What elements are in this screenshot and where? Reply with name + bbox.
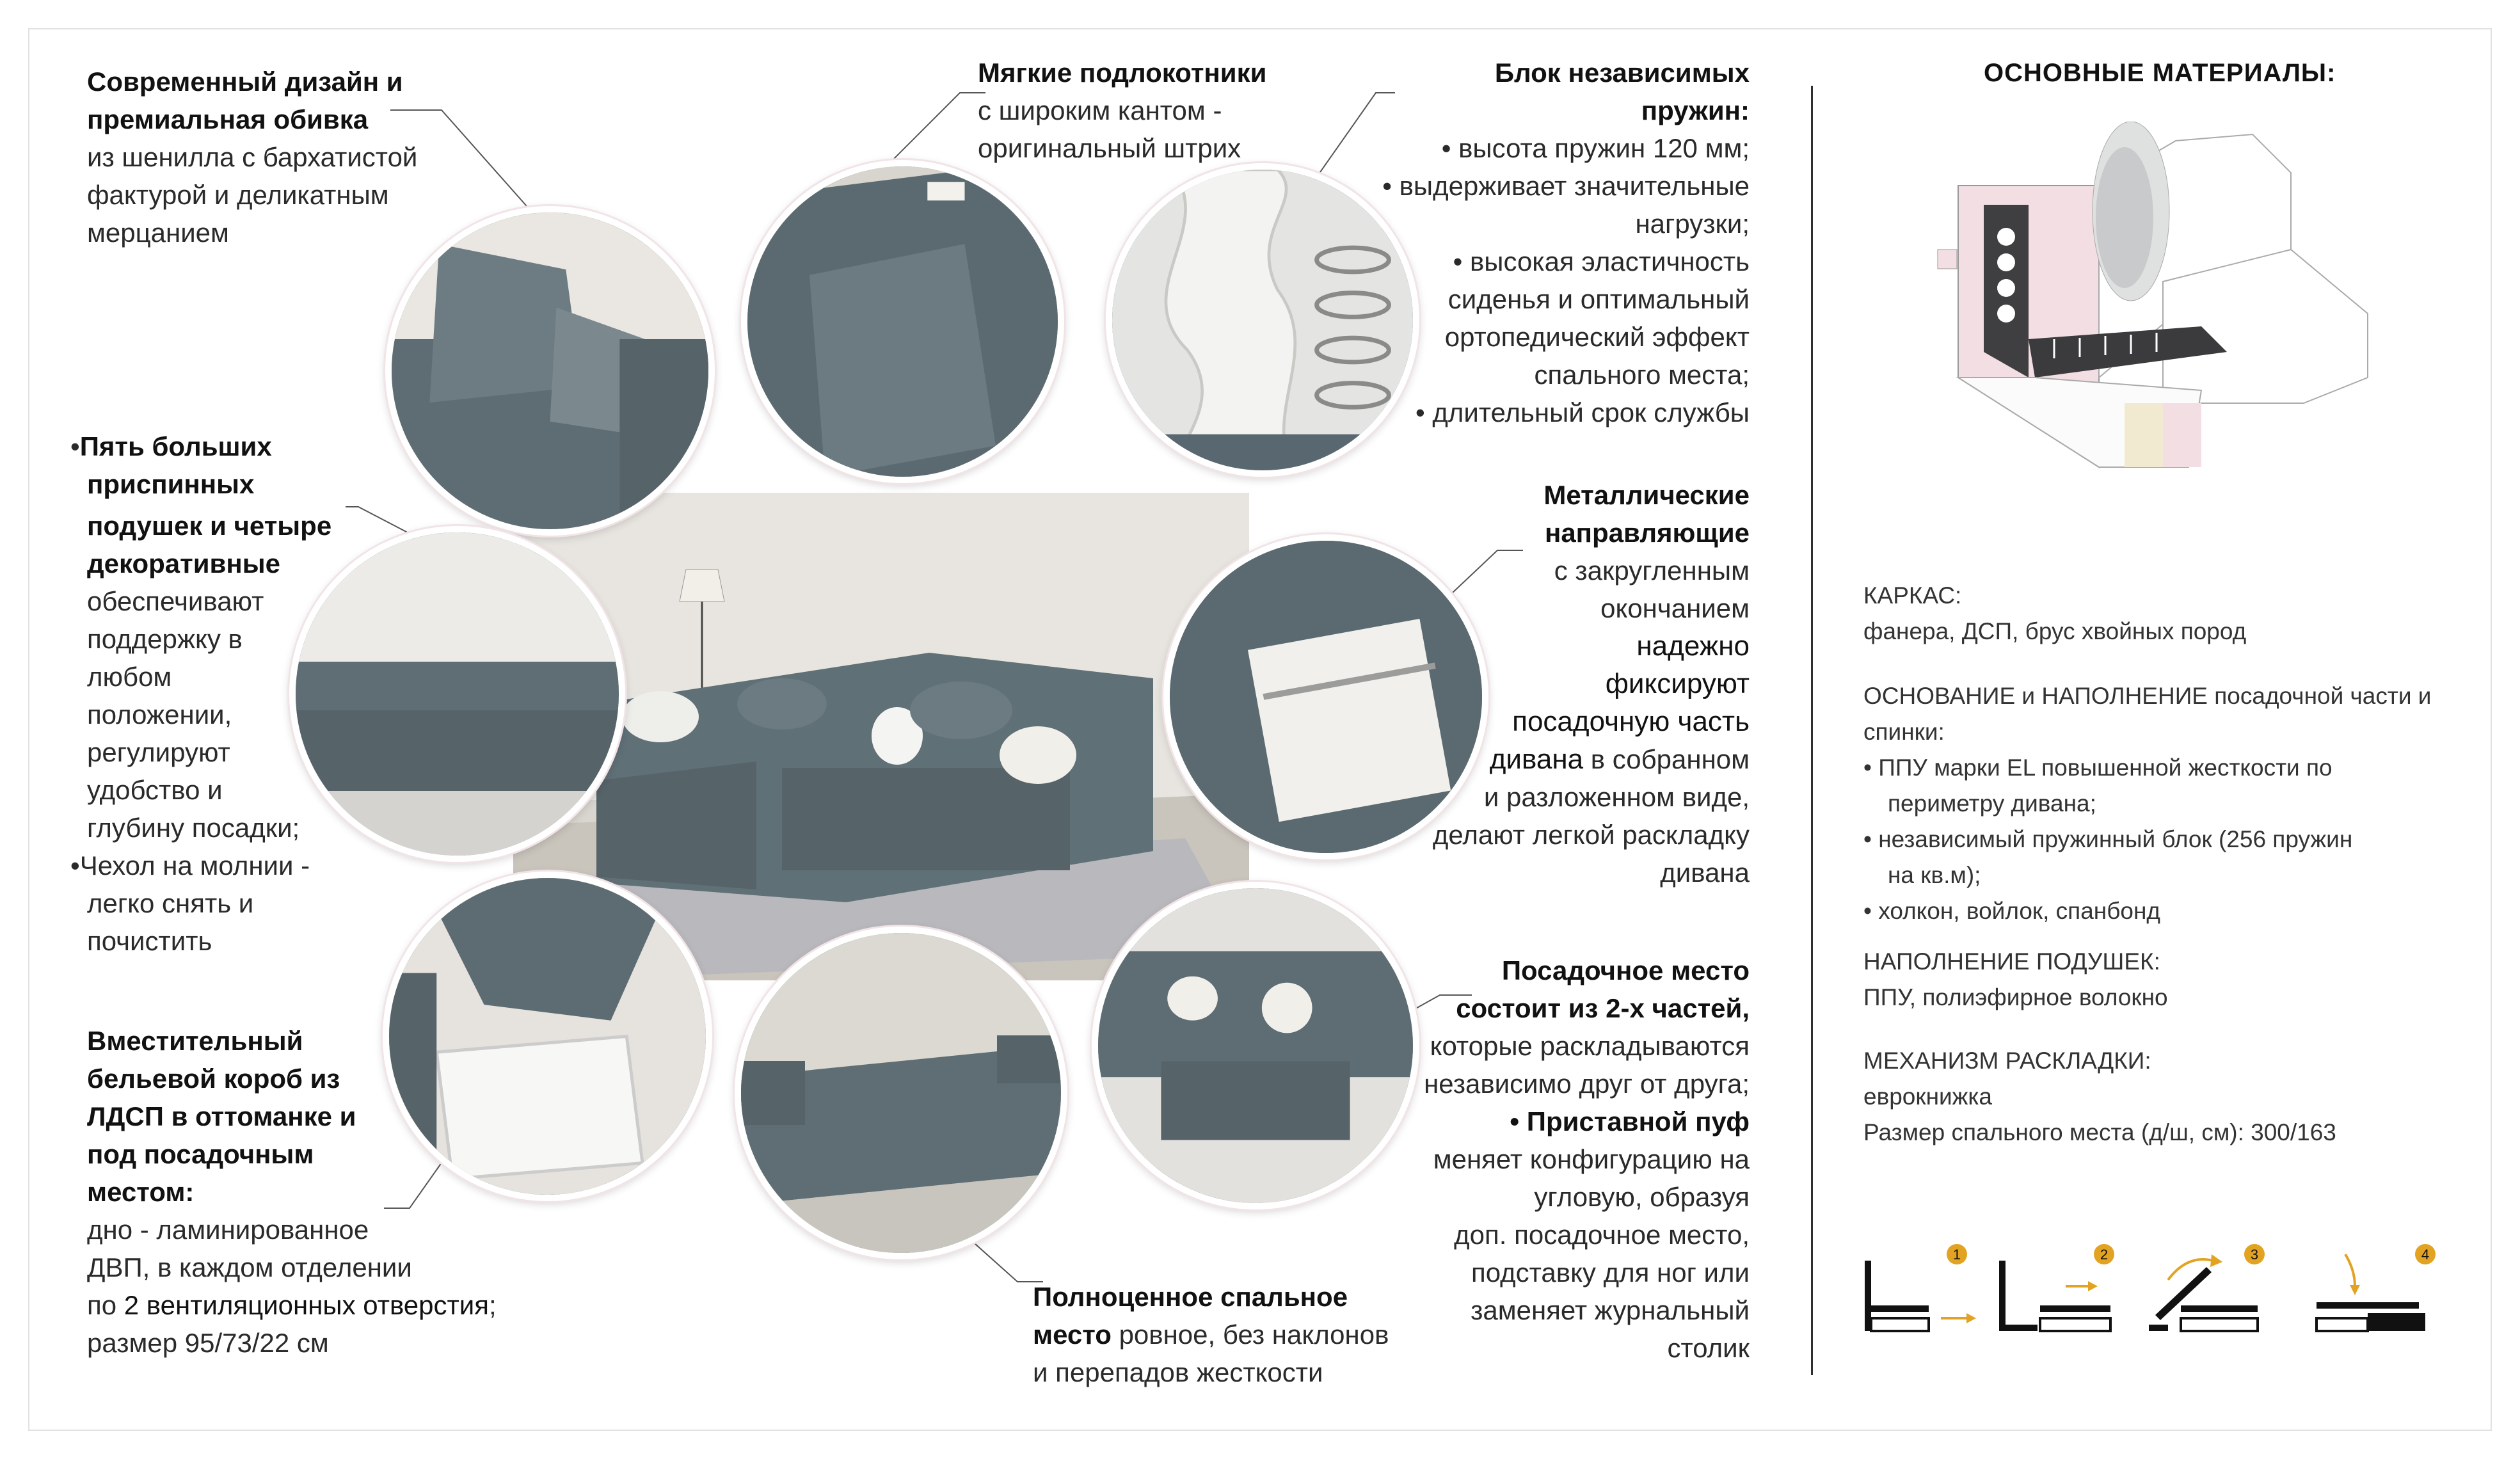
springs-item-1: высота пружин 120 мм; xyxy=(1458,133,1750,163)
materials-pillow-heading: НАПОЛНЕНИЕ ПОДУШЕК: xyxy=(1863,948,2160,975)
rails-desc-4: и разложенном виде, xyxy=(1483,782,1750,812)
materials-base-item-1b: периметру дивана; xyxy=(1888,790,2096,817)
springs-title-1: Блок независимых xyxy=(1494,58,1750,88)
materials-base-h2: посадочной части и xyxy=(2207,683,2432,709)
sleep-desc-1: ровное, без наклонов xyxy=(1111,1319,1389,1350)
springs-item-3: нагрузки; xyxy=(1635,209,1750,239)
materials-base-item-2: • независимый пружинный блок (256 пружин xyxy=(1863,826,2353,852)
storage-title-1: Вместительный xyxy=(87,1026,303,1056)
springs-item-6: ортопедический эффект xyxy=(1444,322,1750,352)
pillows-block xyxy=(70,427,365,960)
storage-block xyxy=(87,1022,522,1362)
detail-circle-pouf xyxy=(1092,882,1419,1209)
seat-desc-2: независимо друг от друга; xyxy=(1424,1069,1750,1099)
pouf-desc-3: доп. посадочное место, xyxy=(1454,1220,1750,1250)
design-block xyxy=(87,63,445,251)
materials-frame-value: фанера, ДСП, брус хвойных пород xyxy=(1863,618,2247,644)
zip-desc-2: легко снять и xyxy=(87,888,254,918)
pillows-title-3: подушек и четыре xyxy=(87,511,332,541)
rails-desc-5: делают легкой раскладку xyxy=(1432,820,1750,850)
materials-base-item-3: • холкон, войлок, спанбонд xyxy=(1863,898,2161,924)
seat-block: Посадочное место состоит из 2-х частей, которые раскладываются независимо друг от друга; • Приставной пуф меняет конфигурацию на угловую, образуя доп. посадочное место, подставку для ног или заменяет журнальный столик xyxy=(1376,952,1750,1367)
storage-desc-4: размер 95/73/22 см xyxy=(87,1328,329,1358)
materials-base-h3: спинки: xyxy=(1863,719,1945,745)
materials-base-h1: ОСНОВАНИЕ и НАПОЛНЕНИЕ xyxy=(1863,683,2208,709)
zip-desc-3: почистить xyxy=(87,926,212,956)
rails-desc-2: окончанием xyxy=(1600,593,1750,623)
pillows-desc-7: глубину посадки; xyxy=(87,813,300,843)
rails-bold-3: посадочную часть xyxy=(1512,706,1750,737)
pillows-title-4: декоративные xyxy=(87,548,280,578)
design-title-2: премиальная обивка xyxy=(87,104,369,134)
pillows-desc-6: удобство и xyxy=(87,775,223,805)
pillows-title-1: Пять больших xyxy=(79,431,272,461)
storage-desc-3b: 2 вентиляционных отверстия xyxy=(124,1290,489,1320)
bullet-icon: • xyxy=(70,431,80,461)
armrests-desc-2: оригинальный штрих xyxy=(978,133,1241,163)
mechanism-step-4 xyxy=(2310,1241,2438,1357)
detail-circle-armrest xyxy=(741,160,1064,483)
springs-item-8: длительный срок службы xyxy=(1432,397,1750,427)
springs-item-7: спального места; xyxy=(1534,360,1750,390)
sofa-cutaway-diagram xyxy=(1933,122,2380,486)
materials-pillow-value: ППУ, полиэфирное волокно xyxy=(1863,984,2168,1010)
storage-desc-1: дно - ламинированное xyxy=(87,1215,369,1245)
storage-desc-3a: по xyxy=(87,1290,124,1320)
storage-title-3: ЛДСП в оттоманке и xyxy=(87,1101,356,1131)
pillows-desc-2: поддержку в xyxy=(87,624,243,654)
pouf-desc-4: подставку для ног или xyxy=(1471,1257,1750,1288)
pouf-desc-2: угловую, образуя xyxy=(1534,1182,1750,1212)
materials-base-item-2b: на кв.м); xyxy=(1888,862,1981,888)
step-number-4: 4 xyxy=(2421,1247,2430,1263)
armrests-title: Мягкие подлокотники xyxy=(978,58,1267,88)
mechanism-step-1 xyxy=(1861,1241,1989,1357)
materials-frame-heading: КАРКАС: xyxy=(1863,582,1962,609)
materials-title: ОСНОВНЫЕ МАТЕРИАЛЫ: xyxy=(1984,59,2336,87)
design-desc-2: фактурой и деликатным xyxy=(87,180,389,210)
materials-size: Размер спального места (д/ш, см): 300/163 xyxy=(1863,1119,2336,1145)
rails-title-2: направляющие xyxy=(1544,518,1750,548)
base-item-2-text: независимый пружинный блок (256 пружин xyxy=(1878,826,2353,852)
vertical-divider xyxy=(1811,86,1813,1375)
sleep-title-2: место xyxy=(1033,1319,1112,1350)
materials-mech-heading: МЕХАНИЗМ РАСКЛАДКИ: xyxy=(1863,1048,2151,1074)
step-number-1: 1 xyxy=(1952,1247,1961,1263)
springs-block: Блок независимых пружин: • высота пружин 120 мм; • выдерживает значительные нагрузки; • высокая эластичность сиденья и оптимальный ортопедический эффект спального места; • длительный срок службы xyxy=(1376,54,1750,431)
storage-title-5: местом: xyxy=(87,1177,195,1207)
base-item-1-text: ППУ марки EL повышенной жесткости по xyxy=(1878,754,2333,781)
storage-title-4: под посадочным xyxy=(87,1139,314,1169)
materials-base-heading xyxy=(1863,678,2452,714)
rails-desc-3: в собранном xyxy=(1583,744,1750,774)
pouf-desc-6: столик xyxy=(1667,1333,1750,1363)
pillows-desc-1: обеспечивают xyxy=(87,586,264,616)
rails-bold-2: фиксируют xyxy=(1605,668,1750,699)
storage-desc-2: ДВП, в каждом отделении xyxy=(87,1252,412,1282)
rails-title-1: Металлические xyxy=(1543,480,1750,510)
armrests-desc-1: с широким кантом - xyxy=(978,95,1222,125)
materials-base-item-1: • ППУ марки EL повышенной жесткости по xyxy=(1863,754,2333,781)
pouf-desc-5: заменяет журнальный xyxy=(1471,1295,1750,1325)
pillows-desc-3: любом xyxy=(87,662,172,692)
armrests-block xyxy=(978,54,1311,167)
detail-circle-sleep xyxy=(735,927,1067,1259)
step-number-3: 3 xyxy=(2250,1247,2259,1263)
springs-item-5: сиденья и оптимальный xyxy=(1447,284,1750,314)
sleep-block xyxy=(1033,1278,1430,1391)
mechanism-step-3 xyxy=(2142,1241,2270,1357)
pouf-title: Приставной пуф xyxy=(1526,1106,1750,1136)
zip-desc-1: Чехол на молнии - xyxy=(79,850,310,881)
pouf-desc-1: меняет конфигурацию на xyxy=(1433,1144,1750,1174)
design-title-1: Современный дизайн и xyxy=(87,67,403,97)
pillows-desc-4: положении, xyxy=(87,699,232,730)
rails-bold-1: надежно xyxy=(1636,630,1750,662)
seat-title-1: Посадочное место xyxy=(1501,955,1750,985)
design-desc-3: мерцанием xyxy=(87,218,229,248)
detail-circle-fabric xyxy=(385,206,715,536)
sleep-title-1: Полноценное спальное xyxy=(1033,1282,1348,1312)
rails-block xyxy=(1376,476,1750,891)
springs-item-4: высокая эластичность xyxy=(1469,246,1750,276)
rails-desc-1: с закругленным xyxy=(1554,555,1750,586)
seat-title-2: состоит из 2-х частей, xyxy=(1456,993,1750,1023)
base-item-3-text: холкон, войлок, спанбонд xyxy=(1878,898,2161,924)
sleep-desc-2: и перепадов жесткости xyxy=(1033,1357,1323,1387)
rails-desc-6: дивана xyxy=(1660,857,1750,888)
rails-bold-4: дивана xyxy=(1489,744,1584,775)
design-desc-1: из шенилла с бархатистой xyxy=(87,142,418,172)
step-number-2: 2 xyxy=(2100,1247,2109,1263)
springs-title-2: пружин: xyxy=(1641,95,1750,125)
springs-item-2: выдерживает значительные xyxy=(1399,171,1750,201)
detail-circle-springs xyxy=(1106,163,1419,477)
pillows-desc-5: регулируют xyxy=(87,737,230,767)
mechanism-step-2 xyxy=(1995,1241,2123,1357)
pillows-title-2: приспинных xyxy=(87,469,255,499)
storage-desc-3c: ; xyxy=(488,1290,497,1320)
storage-title-2: бельевой короб из xyxy=(87,1064,340,1094)
materials-mech-value: еврокнижка xyxy=(1863,1083,1993,1110)
bullet-icon: • xyxy=(70,850,80,881)
seat-desc-1: которые раскладываются xyxy=(1430,1031,1750,1061)
